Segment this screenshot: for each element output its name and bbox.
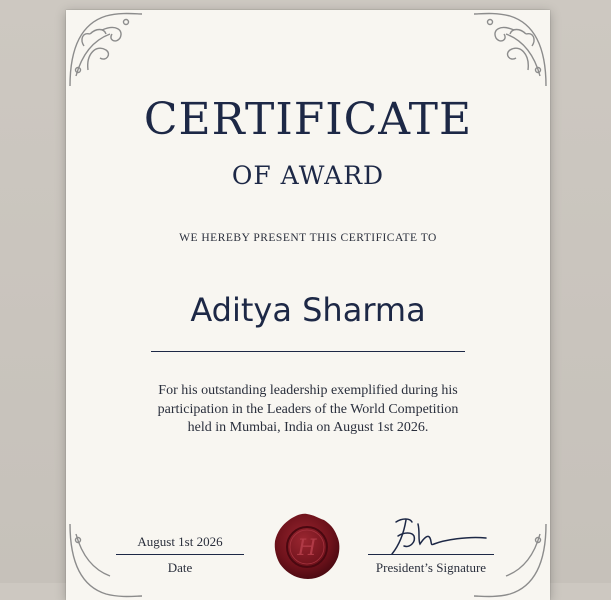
award-description-line: held in Mumbai, India on August 1st 2026. (187, 420, 429, 435)
award-description (126, 382, 490, 438)
recipient-name: Aditya Sharma (190, 291, 426, 329)
seal-monogram: H (297, 536, 317, 561)
award-description-line: participation in the Leaders of the World Competition (157, 401, 459, 417)
date-underline (116, 554, 244, 555)
corner-ornament-top-right-icon (470, 10, 550, 90)
date-label: Date (167, 560, 193, 575)
signature-label: President’s Signature (375, 560, 487, 575)
name-underline (151, 351, 465, 352)
signature-underline (368, 554, 494, 555)
award-description-line: For his outstanding leadership exemplified during his (158, 383, 458, 398)
certificate-title: CERTIFICATE (143, 94, 473, 145)
certificate-subtitle: OF AWARD (231, 161, 385, 190)
award-date: August 1st 2026 (137, 534, 223, 549)
corner-ornament-top-left-icon (66, 10, 146, 90)
wax-seal-icon (272, 512, 342, 582)
certificate-paper (66, 10, 550, 600)
president-signature-icon (382, 510, 492, 558)
presentation-line: WE HEREBY PRESENT THIS CERTIFICATE TO (179, 232, 437, 244)
